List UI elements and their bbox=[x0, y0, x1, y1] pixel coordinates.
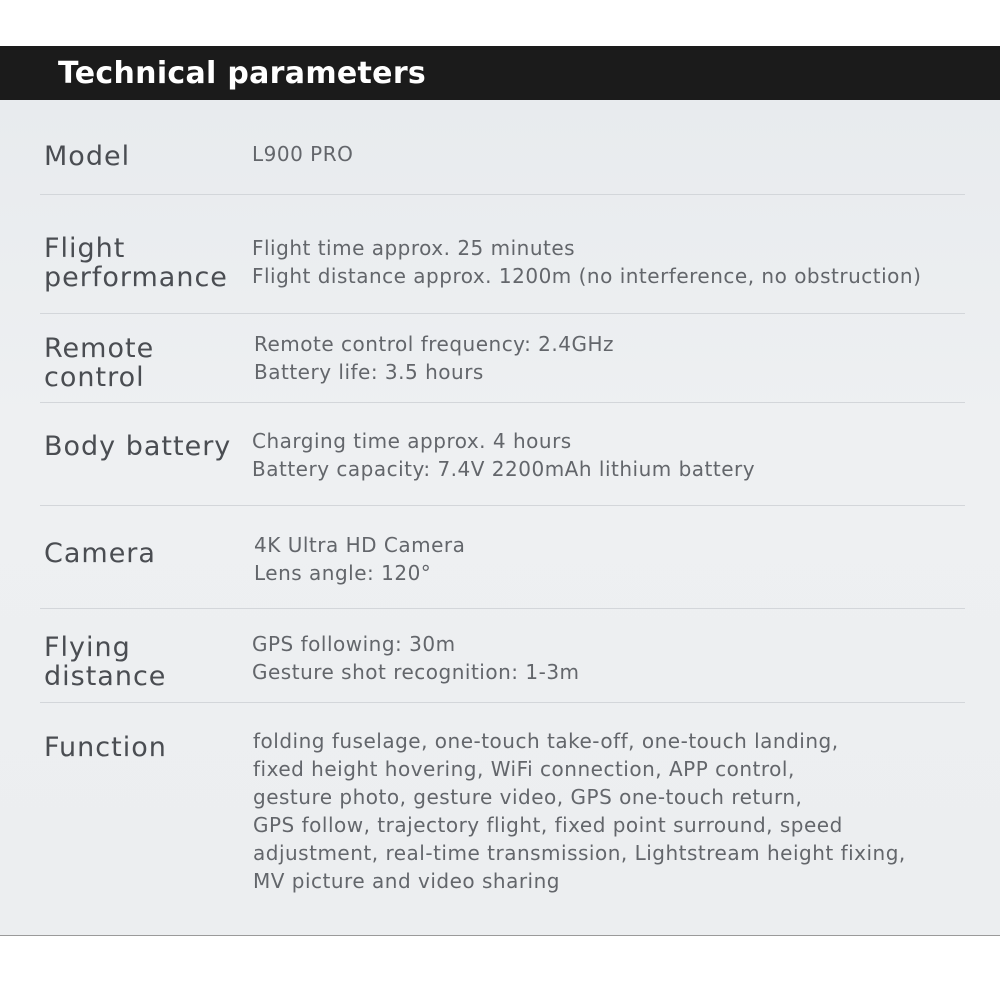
page-title: Technical parameters bbox=[58, 56, 427, 91]
spec-value-line: 4K Ultra HD Camera bbox=[254, 533, 466, 557]
spec-label-flight-performance: Flight performance bbox=[44, 233, 228, 293]
row-divider bbox=[40, 402, 965, 403]
spec-label-function: Function bbox=[44, 732, 167, 763]
spec-value-line: Battery life: 3.5 hours bbox=[254, 360, 484, 384]
row-divider bbox=[40, 194, 965, 195]
spec-value-line: fixed height hovering, WiFi connection, APP control, bbox=[253, 757, 795, 781]
spec-label-body-battery: Body battery bbox=[44, 431, 232, 462]
spec-value-line: adjustment, real-time transmission, Lightstream height fixing, bbox=[253, 841, 906, 865]
spec-value-body-battery bbox=[252, 427, 755, 483]
spec-value-line: Remote control frequency: 2.4GHz bbox=[254, 332, 615, 356]
spec-value-camera bbox=[254, 531, 465, 587]
spec-value-flying-distance bbox=[252, 630, 580, 686]
spec-value-model bbox=[252, 140, 353, 168]
spec-value-line: Lens angle: 120° bbox=[254, 561, 432, 585]
spec-value-remote-control bbox=[254, 330, 614, 386]
spec-value-line: MV picture and video sharing bbox=[253, 869, 560, 893]
spec-value-line: gesture photo, gesture video, GPS one-touch return, bbox=[253, 785, 803, 809]
spec-value-line: folding fuselage, one-touch take-off, one-touch landing, bbox=[253, 729, 839, 753]
row-divider bbox=[40, 608, 965, 609]
spec-label-model: Model bbox=[44, 141, 131, 172]
row-divider bbox=[40, 702, 965, 703]
spec-label-remote-control: Remote control bbox=[44, 333, 155, 393]
spec-value-line: Charging time approx. 4 hours bbox=[252, 429, 572, 453]
row-divider bbox=[40, 313, 965, 314]
spec-panel bbox=[0, 100, 1000, 936]
spec-value-line: Flight time approx. 25 minutes bbox=[252, 236, 576, 260]
spec-label-camera: Camera bbox=[44, 538, 156, 569]
spec-label-flying-distance: Flying distance bbox=[44, 632, 167, 692]
spec-value-function bbox=[253, 727, 906, 895]
spec-value-line: Flight distance approx. 1200m (no interference, no obstruction) bbox=[252, 264, 922, 288]
spec-value-line: Gesture shot recognition: 1-3m bbox=[252, 660, 580, 684]
row-divider bbox=[40, 505, 965, 506]
spec-value-line: L900 PRO bbox=[252, 142, 354, 166]
spec-value-flight-performance bbox=[252, 234, 921, 290]
spec-value-line: GPS follow, trajectory flight, fixed point surround, speed bbox=[253, 813, 843, 837]
spec-value-line: GPS following: 30m bbox=[252, 632, 456, 656]
spec-value-line: Battery capacity: 7.4V 2200mAh lithium battery bbox=[252, 457, 756, 481]
